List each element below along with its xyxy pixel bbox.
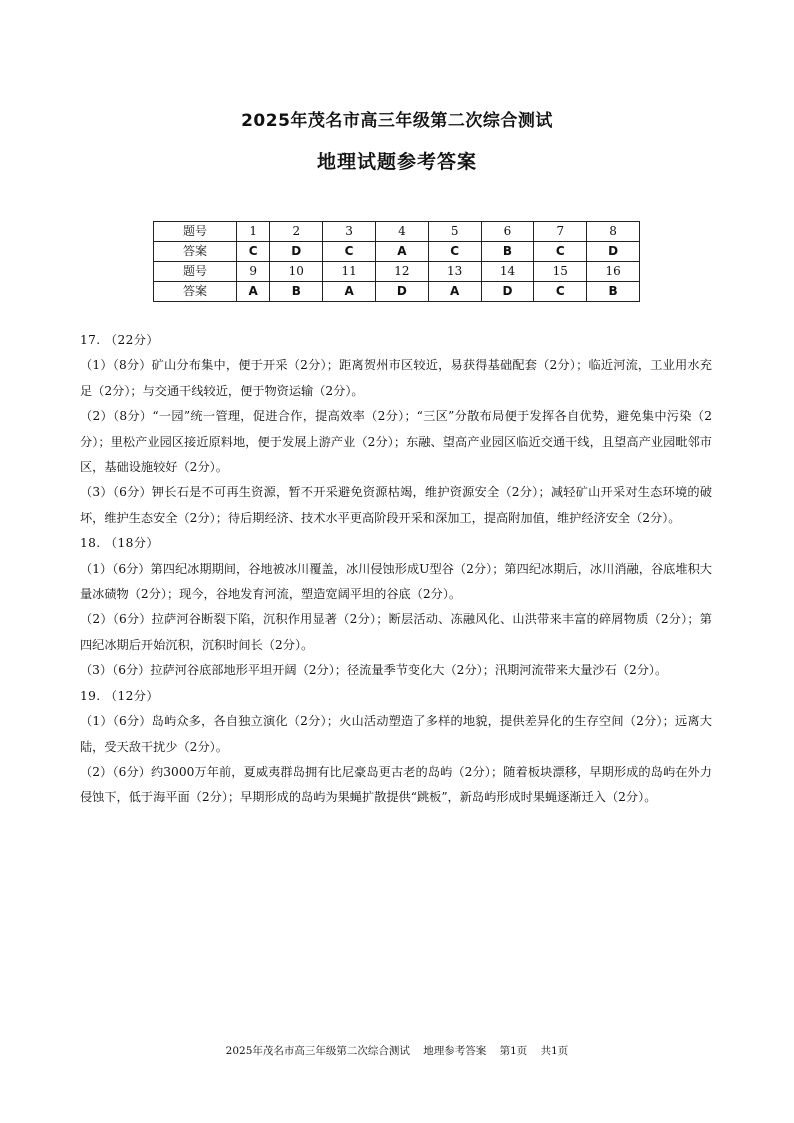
- page-subtitle: 地理试题参考答案: [316, 151, 477, 173]
- answer-cell: C: [534, 242, 587, 262]
- question-19-header: 19. （12分）: [80, 688, 159, 703]
- question-17-part-3: （3）（6分）钾长石是不可再生资源，暂不开采避免资源枯竭，维护资源安全（2分）；减轻矿山开采对生态环境的破坏，维护生态安全（2分）；待后期经济、技术水平更高阶段开采和深加工，提高附加值，维护经济安全（2分）。: [80, 485, 712, 525]
- row-label-answer: 答案: [154, 242, 237, 262]
- page-footer: [0, 1043, 794, 1058]
- table-row: [154, 262, 640, 282]
- question-number: 2: [270, 222, 323, 242]
- footer-page-total: 共1页: [540, 1045, 569, 1057]
- question-number: 13: [428, 262, 481, 282]
- question-19-part-1: （1）（6分）岛屿众多，各自独立演化（2分）；火山活动塑造了多样的地貌，提供差异化的生存空间（2分）；远离大陆，受天敌干扰少（2分）。: [80, 714, 712, 754]
- question-18-part-1: （1）（6分）第四纪冰期期间，谷地被冰川覆盖，冰川侵蚀形成U型谷（2分）；第四纪冰期后，冰川消融，谷底堆积大量冰碛物（2分）；现今，谷地发育河流，塑造宽阔平坦的谷底（2分）。: [80, 561, 712, 602]
- question-17-part-2: （2）（8分）“一园”统一管理，促进合作，提高效率（2分）；“三区”分散布局便于发挥各自优势，避免集中污染（2分）；里松产业园区接近原料地，便于发展上游产业（2分）；东融、望高产业园区临近交通干线，且望高产业园毗邻市区，基础设施较好（2分）。: [80, 409, 712, 475]
- answer-cell: D: [587, 242, 640, 262]
- question-number: 9: [237, 262, 270, 282]
- answer-cell: D: [481, 282, 534, 302]
- footer-exam-name: 2025年茂名市高三年级第二次综合测试: [225, 1045, 410, 1057]
- answer-cell: A: [323, 282, 376, 302]
- question-18-header: 18. （18分）: [80, 536, 159, 551]
- answer-cell: A: [428, 282, 481, 302]
- answer-cell: C: [323, 242, 376, 262]
- answer-cell: A: [237, 282, 270, 302]
- table-row: [154, 222, 640, 242]
- answer-cell: B: [587, 282, 640, 302]
- row-label-answer: 答案: [154, 282, 237, 302]
- question-17-part-1: （1）（8分）矿山分布集中，便于开采（2分）；距离贺州市区较近，易获得基础配套（2分）；临近河流，工业用水充足（2分）；与交通干线较近，便于物资运输（2分）。: [80, 358, 712, 398]
- question-18-part-2: （2）（6分）拉萨河谷断裂下陷，沉积作用显著（2分）；断层活动、冻融风化、山洪带来丰富的碎屑物质（2分）；第四纪冰期后开始沉积，沉积时间长（2分）。: [80, 612, 712, 652]
- question-number: 3: [323, 222, 376, 242]
- footer-page-number: 第1页: [499, 1045, 528, 1057]
- answer-cell: D: [375, 282, 428, 302]
- answer-cell: B: [481, 242, 534, 262]
- answer-cell: C: [534, 282, 587, 302]
- table-row: [154, 282, 640, 302]
- question-number: 12: [375, 262, 428, 282]
- table-row: [154, 242, 640, 262]
- question-number: 5: [428, 222, 481, 242]
- question-number: 10: [270, 262, 323, 282]
- answer-cell: B: [270, 282, 323, 302]
- question-17-header: 17. （22分）: [80, 333, 159, 347]
- answer-cell: D: [270, 242, 323, 262]
- question-number: 4: [375, 222, 428, 242]
- question-number: 14: [481, 262, 534, 282]
- footer-doc-name: 地理参考答案: [423, 1045, 487, 1057]
- answer-content: [80, 328, 712, 811]
- question-number: 7: [534, 222, 587, 242]
- question-18-part-3: （3）（6分）拉萨河谷底部地形平坦开阔（2分）；径流量季节变化大（2分）；汛期河流带来大量沙石（2分）。: [80, 663, 668, 678]
- page-title: 2025年茂名市高三年级第二次综合测试: [241, 111, 553, 131]
- answer-cell: C: [237, 242, 270, 262]
- question-number: 8: [587, 222, 640, 242]
- question-number: 1: [237, 222, 270, 242]
- answer-cell: A: [375, 242, 428, 262]
- question-number: 6: [481, 222, 534, 242]
- answer-cell: C: [428, 242, 481, 262]
- question-number: 15: [534, 262, 587, 282]
- row-label-question: 题号: [154, 262, 237, 282]
- question-number: 16: [587, 262, 640, 282]
- question-19-part-2: （2）（6分）约3000万年前，夏威夷群岛拥有比尼豪岛更古老的岛屿（2分）；随着板块漂移，早期形成的岛屿在外力侵蚀下，低于海平面（2分）；早期形成的岛屿为果蝇扩散提供“跳板”，新岛屿形成时果蝇逐渐迁入（2分）。: [80, 764, 712, 805]
- row-label-question: 题号: [154, 222, 237, 242]
- question-number: 11: [323, 262, 376, 282]
- answer-table: [153, 221, 640, 302]
